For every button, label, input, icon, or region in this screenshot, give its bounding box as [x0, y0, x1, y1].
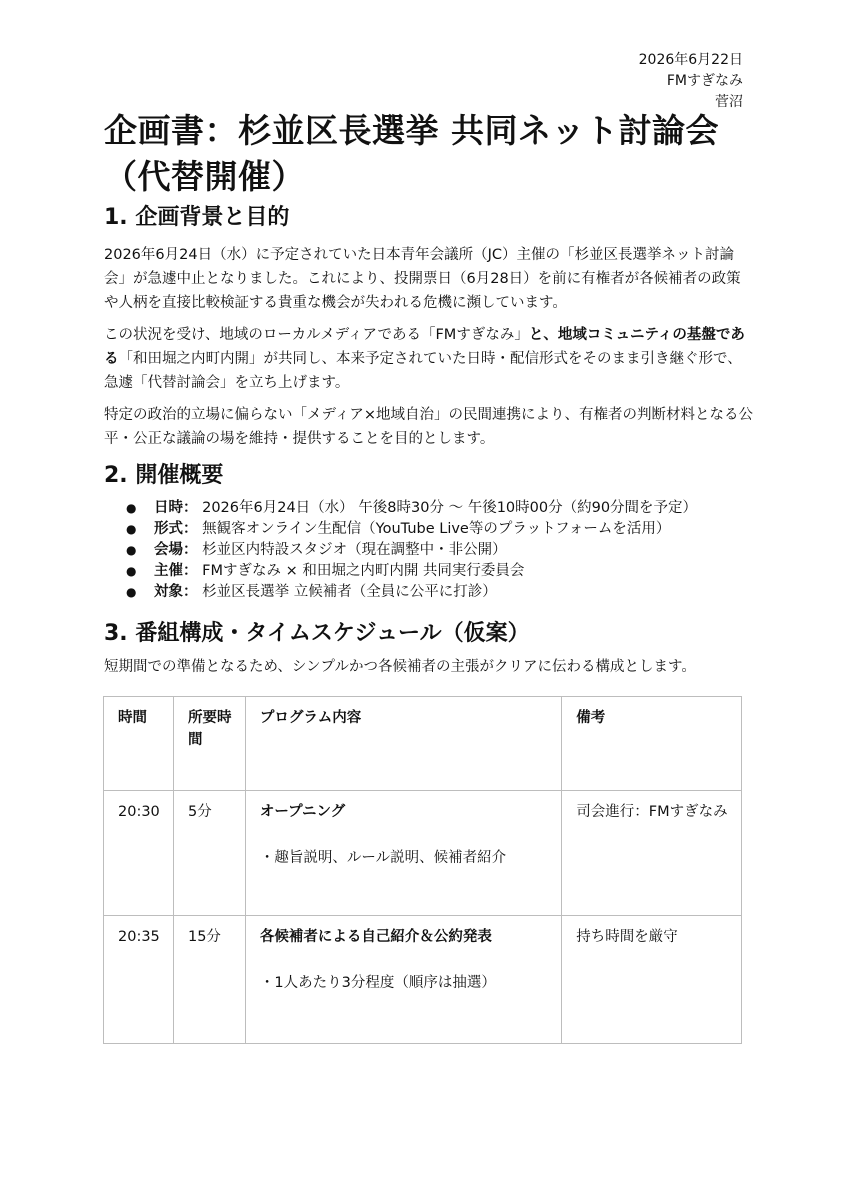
bullet-icon: ●	[126, 501, 137, 515]
time-cell: 20:30	[104, 791, 174, 916]
section-1-paragraph-1: 2026年6月24日（水）に予定されていた日本青年会議所（JC）主催の「杉並区長選挙ネット討論会」が急遽中止となりました。これにより、投開票日（6月28日）を前に有権者が各候補者の政策や人柄を直接比較検証する貴重な機会が失われる危機に瀕しています。	[104, 247, 741, 311]
overview-item-host	[104, 561, 754, 582]
program-cell	[245, 791, 561, 916]
bullet-icon: ●	[126, 543, 137, 557]
duration-cell: 5分	[173, 791, 245, 916]
paragraph-2-part-a: この状況を受け、地域のローカルメディアである「FMすぎなみ」	[104, 327, 529, 343]
section-3-intro: 短期間での準備となるため、シンプルかつ各候補者の主張がクリアに伝わる構成とします。	[104, 659, 696, 675]
overview-item-format	[104, 519, 754, 540]
paragraph-2-bold-phrase: と、地域コミュニティの基盤である	[104, 327, 745, 367]
overview-value: 杉並区内特設スタジオ（現在調整中・非公開）	[202, 542, 507, 558]
overview-key: 主催：	[154, 563, 198, 579]
overview-list	[104, 498, 754, 603]
table-row	[104, 791, 742, 916]
document-organization: FMすぎなみ	[666, 73, 743, 89]
overview-value: 杉並区長選挙 立候補者（全員に公平に打診）	[202, 584, 497, 600]
table-header-row	[104, 697, 742, 791]
table-header-cell: プログラム内容	[245, 697, 561, 791]
title-line-2: （代替開催）	[104, 157, 305, 196]
section-1-paragraph-3: 特定の政治的立場に偏らない「メディア×地域自治」の民間連携により、有権者の判断材料となる公平・公正な議論の場を維持・提供することを目的とします。	[104, 407, 753, 447]
section-2-heading: 2. 開催概要	[104, 463, 224, 488]
bullet-icon: ●	[126, 564, 137, 578]
bullet-icon: ●	[126, 585, 137, 599]
program-cell	[245, 916, 561, 1044]
overview-key: 形式：	[154, 521, 198, 537]
program-title: オープニング	[259, 804, 346, 820]
table-header-cell: 時間	[104, 697, 174, 791]
overview-item-target	[104, 582, 754, 603]
section-1-paragraph-2	[104, 323, 754, 395]
table-row	[104, 916, 742, 1044]
title-line-1: 企画書：杉並区長選挙 共同ネット討論会	[104, 111, 719, 150]
overview-value: 無観客オンライン生配信（YouTube Live等のプラットフォームを活用）	[202, 521, 671, 537]
table-header-cell: 所要時間	[173, 697, 245, 791]
program-title: 各候補者による自己紹介＆公約発表	[259, 929, 492, 945]
time-cell: 20:35	[104, 916, 174, 1044]
note-cell: 司会進行：FMすぎなみ	[562, 791, 742, 916]
document-meta	[639, 50, 743, 113]
document-author: 菅沼	[715, 94, 743, 110]
section-1-heading: 1. 企画背景と目的	[104, 205, 290, 230]
section-3-heading: 3. 番組構成・タイムスケジュール（仮案）	[104, 621, 530, 646]
overview-item-venue	[104, 540, 754, 561]
table-header-cell: 備考	[562, 697, 742, 791]
paragraph-2-part-c: 「和田堀之内町内開」が共同し、本来予定されていた日時・配信形式をそのまま引き継ぐ形で、急遽「代替討論会」を立ち上げます。	[104, 351, 742, 391]
overview-item-datetime	[104, 498, 754, 519]
schedule-table	[103, 696, 742, 1044]
overview-value: 2026年6月24日（水） 午後8時30分 〜 午後10時00分（約90分間を予定）	[202, 500, 698, 516]
program-detail: ・趣旨説明、ルール説明、候補者紹介	[259, 850, 507, 866]
document-title	[104, 108, 754, 200]
overview-key: 会場：	[154, 542, 198, 558]
program-detail: ・1人あたり3分程度（順序は抽選）	[259, 975, 496, 991]
overview-value: FMすぎなみ × 和田堀之内町内開 共同実行委員会	[202, 563, 525, 579]
duration-cell: 15分	[173, 916, 245, 1044]
document-date: 2026年6月22日	[638, 52, 743, 68]
note-cell: 持ち時間を厳守	[562, 916, 742, 1044]
overview-key: 対象：	[154, 584, 198, 600]
bullet-icon: ●	[126, 522, 137, 536]
overview-key: 日時：	[154, 500, 198, 516]
